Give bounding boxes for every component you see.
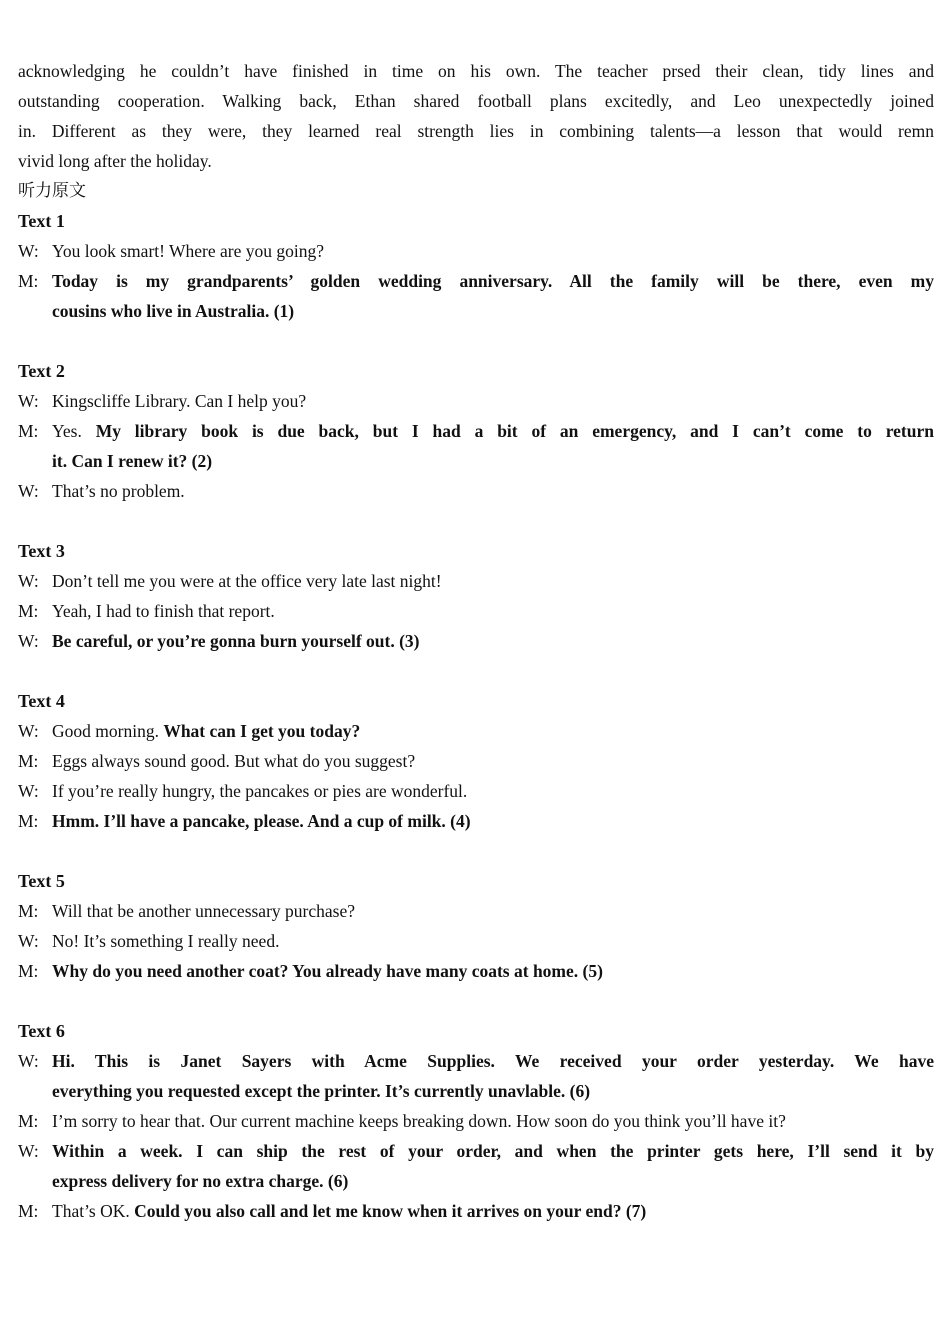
utterance — [52, 1046, 934, 1106]
intro-line: acknowledging he couldn’t have finished in time on his own. The teacher prsed their clean, tidy lines and — [18, 61, 934, 81]
utterance — [52, 266, 934, 326]
text-heading: Text 6 — [18, 1021, 65, 1041]
utterance-line — [52, 476, 934, 506]
utterance-line — [52, 446, 934, 476]
dialogue-turn — [18, 626, 934, 656]
plain-text: Good morning. — [52, 721, 164, 741]
utterance — [52, 596, 934, 626]
dialogue-turn — [18, 236, 934, 266]
utterance-line — [52, 416, 934, 446]
transcript-text-block — [18, 656, 934, 836]
text-heading: Text 2 — [18, 361, 65, 381]
speaker-label: W: — [18, 1141, 39, 1161]
utterance — [52, 1136, 934, 1196]
bold-text: Could you also call and let me know when it arrives on your end? (7) — [134, 1201, 647, 1221]
plain-text: Eggs always sound good. But what do you suggest? — [52, 751, 416, 771]
plain-text: That’s no problem. — [52, 481, 185, 501]
speaker-label: M: — [18, 751, 39, 771]
utterance-line — [52, 386, 934, 416]
utterance — [52, 746, 934, 776]
dialogue-turn — [18, 266, 934, 326]
bold-text: My library book is due back, but I had a bit of an emergency, and I can’t come to return — [95, 421, 934, 441]
spacer — [18, 656, 934, 686]
utterance-line — [52, 716, 934, 746]
intro-line: vivid long after the holiday. — [18, 151, 212, 171]
dialogue-turn — [18, 1196, 934, 1226]
utterance-line — [52, 266, 934, 296]
bold-text: Why do you need another coat? You already have many coats at home. (5) — [52, 961, 603, 981]
text-heading: Text 3 — [18, 541, 65, 561]
bold-text: express delivery for no extra charge. (6) — [52, 1171, 349, 1191]
utterance-line — [52, 1196, 934, 1226]
plain-text: Kingscliffe Library. Can I help you? — [52, 391, 307, 411]
dialogue-turn — [18, 1136, 934, 1196]
speaker-label: M: — [18, 271, 39, 291]
transcript-text-block — [18, 986, 934, 1226]
speaker-label: W: — [18, 931, 39, 951]
speaker-label: M: — [18, 1111, 39, 1131]
utterance — [52, 626, 934, 656]
dialogue-turn — [18, 1046, 934, 1106]
transcript-text-block — [18, 836, 934, 986]
speaker-label: W: — [18, 481, 39, 501]
speaker-label: W: — [18, 1051, 39, 1071]
speaker-label: W: — [18, 571, 39, 591]
plain-text: No! It’s something I really need. — [52, 931, 280, 951]
text-heading: Text 4 — [18, 691, 65, 711]
intro-line: outstanding cooperation. Walking back, Ethan shared football plans excitedly, and Leo unexpectedly joined — [18, 91, 934, 111]
utterance-line — [52, 236, 934, 266]
utterance — [52, 566, 934, 596]
utterance-line — [52, 806, 934, 836]
intro-line: in. Different as they were, they learned real strength lies in combining talents—a lesson that would remn — [18, 121, 934, 141]
dialogue-turn — [18, 806, 934, 836]
section-title: 听力原文 — [18, 181, 86, 201]
speaker-label: W: — [18, 781, 39, 801]
plain-text: You look smart! Where are you going? — [52, 241, 325, 261]
text-heading: Text 1 — [18, 211, 65, 231]
utterance — [52, 236, 934, 266]
bold-text: What can I get you today? — [163, 721, 361, 741]
dialogue-turn — [18, 716, 934, 746]
dialogue-turn — [18, 956, 934, 986]
utterance — [52, 716, 934, 746]
plain-text: That’s OK. — [52, 1201, 135, 1221]
transcript-text-block — [18, 326, 934, 506]
utterance-line — [52, 296, 934, 326]
speaker-label: W: — [18, 631, 39, 651]
dialogue-turn — [18, 386, 934, 416]
speaker-label: M: — [18, 1201, 39, 1221]
utterance — [52, 416, 934, 476]
bold-text: Be careful, or you’re gonna burn yourself out. (3) — [52, 631, 420, 651]
spacer — [18, 986, 934, 1016]
dialogue-turn — [18, 596, 934, 626]
bold-text: Within a week. I can ship the rest of your order, and when the printer gets here, I’ll send it by — [52, 1141, 934, 1161]
utterance — [52, 956, 934, 986]
speaker-label: W: — [18, 391, 39, 411]
plain-text: I’m sorry to hear that. Our current machine keeps breaking down. How soon do you think you’ll have it? — [52, 1111, 786, 1131]
utterance-line — [52, 1166, 934, 1196]
plain-text: Don’t tell me you were at the office very late last night! — [52, 571, 442, 591]
speaker-label: M: — [18, 901, 39, 921]
dialogue-turn — [18, 416, 934, 476]
utterance — [52, 926, 934, 956]
utterance-line — [52, 566, 934, 596]
utterance-line — [52, 1076, 934, 1106]
spacer — [18, 836, 934, 866]
speaker-label: W: — [18, 241, 39, 261]
speaker-label: W: — [18, 721, 39, 741]
utterance — [52, 1106, 934, 1136]
dialogue-turn — [18, 776, 934, 806]
bold-text: Hmm. I’ll have a pancake, please. And a cup of milk. (4) — [52, 811, 471, 831]
utterance-line — [52, 1136, 934, 1166]
utterance-line — [52, 626, 934, 656]
bold-text: cousins who live in Australia. (1) — [52, 301, 295, 321]
utterance — [52, 1196, 934, 1226]
intro-paragraph — [18, 56, 934, 176]
dialogue-turn — [18, 746, 934, 776]
plain-text: Yeah, I had to finish that report. — [52, 601, 275, 621]
transcript-text-block — [18, 206, 934, 326]
bold-text: Hi. This is Janet Sayers with Acme Supplies. We received your order yesterday. We have — [52, 1051, 934, 1071]
transcript-text-block — [18, 506, 934, 656]
utterance — [52, 896, 934, 926]
utterance-line — [52, 596, 934, 626]
utterance — [52, 806, 934, 836]
utterance — [52, 386, 934, 416]
speaker-label: M: — [18, 421, 39, 441]
utterance-line — [52, 956, 934, 986]
bold-text: everything you requested except the printer. It’s currently unavlable. (6) — [52, 1081, 591, 1101]
bold-text: it. Can I renew it? (2) — [52, 451, 213, 471]
utterance-line — [52, 1046, 934, 1076]
utterance-line — [52, 776, 934, 806]
dialogue-turn — [18, 566, 934, 596]
speaker-label: M: — [18, 961, 39, 981]
plain-text: Will that be another unnecessary purchase? — [52, 901, 355, 921]
spacer — [18, 326, 934, 356]
dialogue-turn — [18, 476, 934, 506]
bold-text: Today is my grandparents’ golden wedding anniversary. All the family will be there, even my — [52, 271, 934, 291]
plain-text: Yes. — [52, 421, 96, 441]
speaker-label: M: — [18, 601, 39, 621]
dialogue-turn — [18, 926, 934, 956]
speaker-label: M: — [18, 811, 39, 831]
dialogue-turn — [18, 896, 934, 926]
spacer — [18, 506, 934, 536]
utterance-line — [52, 926, 934, 956]
plain-text: If you’re really hungry, the pancakes or pies are wonderful. — [52, 781, 468, 801]
text-heading: Text 5 — [18, 871, 65, 891]
utterance-line — [52, 896, 934, 926]
utterance — [52, 476, 934, 506]
utterance — [52, 776, 934, 806]
transcript-list — [18, 206, 934, 1226]
dialogue-turn — [18, 1106, 934, 1136]
utterance-line — [52, 746, 934, 776]
document-page — [18, 56, 934, 1226]
utterance-line — [52, 1106, 934, 1136]
